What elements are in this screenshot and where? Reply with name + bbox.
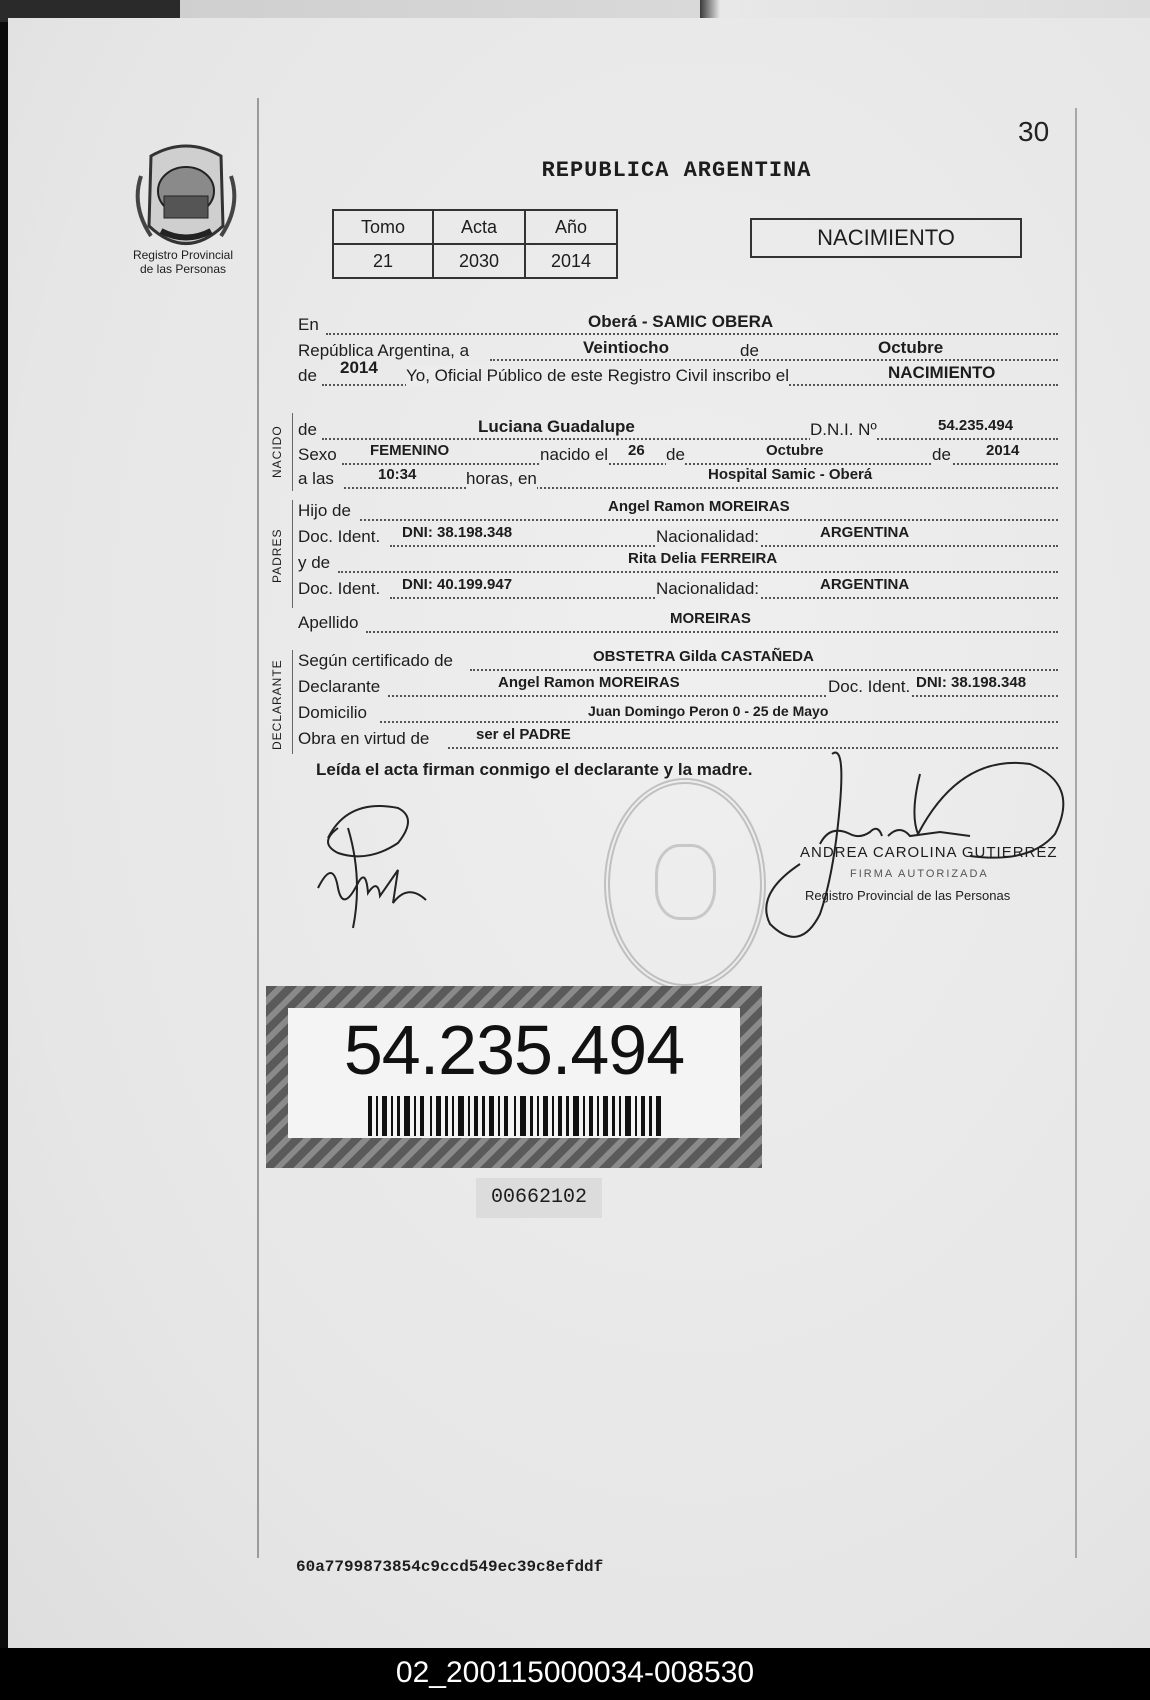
barcode-label-inner — [288, 1008, 740, 1138]
section-divider-nacido — [292, 413, 293, 491]
row-declarante — [298, 674, 1058, 698]
document-hash: 60a7799873854c9ccd549ec39c8efddf — [296, 1558, 604, 1576]
birth-certificate-page — [8, 18, 1150, 1648]
row-sexo — [298, 442, 1058, 466]
value-certificado: OBSTETRA Gilda CASTAÑEDA — [593, 648, 814, 665]
province-seal-icon — [131, 136, 241, 266]
label-horas-en: horas, en — [466, 469, 537, 488]
acta-value-tomo: 21 — [333, 244, 433, 278]
label-nacionalidad-padre: Nacionalidad: — [656, 527, 760, 546]
row-madre — [298, 550, 1058, 574]
value-domicilio: Juan Domingo Peron 0 - 25 de Mayo — [588, 703, 829, 719]
label-de-anio: de — [298, 366, 317, 385]
dotted-line — [338, 571, 1058, 573]
value-madre-doc: DNI: 40.199.947 — [402, 576, 513, 593]
label-doc-ident-declarante: Doc. Ident. — [828, 677, 911, 696]
label-apellido: Apellido — [298, 613, 359, 632]
row-domicilio — [298, 700, 1058, 724]
value-madre-nombre: Rita Delia FERREIRA — [628, 550, 778, 567]
official-seal-emblem — [655, 844, 716, 920]
acta-table — [332, 209, 618, 279]
label-doc-ident-madre: Doc. Ident. — [298, 579, 381, 598]
side-label-declarante: DECLARANTE — [270, 659, 284, 750]
label-domicilio: Domicilio — [298, 703, 367, 722]
value-en-virtud: ser el PADRE — [476, 726, 571, 743]
label-de-anio-nacimiento: de — [932, 445, 951, 464]
dotted-line — [366, 631, 1058, 633]
value-tipo: NACIMIENTO — [888, 363, 996, 382]
label-hijo-de: Hijo de — [298, 501, 351, 520]
value-madre-nacionalidad: ARGENTINA — [820, 576, 910, 593]
label-republica-a: República Argentina, a — [298, 341, 470, 360]
row-nombre — [298, 417, 1058, 441]
label-dni: D.N.I. Nº — [810, 420, 877, 439]
label-y-de: y de — [298, 553, 331, 572]
country-title: REPUBLICA ARGENTINA — [541, 158, 812, 183]
dotted-line — [380, 721, 1058, 723]
dotted-line — [326, 333, 1058, 335]
acta-value-acta: 2030 — [433, 244, 525, 278]
row-certificado — [298, 648, 1058, 672]
page-number: 30 — [1018, 116, 1050, 147]
label-nacido-el: nacido el — [540, 445, 609, 464]
label-a-las: a las — [298, 469, 334, 488]
row-inscribo — [298, 358, 1058, 387]
label-segun-certificado: Según certificado de — [298, 651, 453, 670]
section-divider-padres — [292, 500, 293, 608]
value-padre-nombre: Angel Ramon MOREIRAS — [608, 498, 790, 515]
label-yo-oficial: Yo, Oficial Público de este Registro Civil inscribo el — [406, 366, 789, 385]
label-doc-ident-padre: Doc. Ident. — [298, 527, 381, 546]
value-anio-nacimiento: 2014 — [986, 442, 1020, 459]
section-divider-declarante — [292, 650, 293, 754]
side-label-nacido: NACIDO — [270, 425, 284, 478]
row-hora — [298, 466, 1058, 490]
acta-value-anio: 2014 — [525, 244, 617, 278]
value-dia-nacimiento: 26 — [628, 442, 645, 459]
value-anio-inscripcion: 2014 — [340, 358, 378, 377]
dotted-line — [470, 669, 1058, 671]
scan-file-id: 02_200115000034-008530 — [0, 1648, 1150, 1700]
row-fecha-inscripcion — [298, 338, 1058, 362]
registry-caption-line-1: Registro Provincial — [132, 248, 234, 262]
dotted-line — [344, 487, 1058, 489]
acta-header-tomo: Tomo — [333, 210, 433, 244]
value-dia-inscripcion: Veintiocho — [583, 338, 669, 357]
side-label-padres: PADRES — [270, 528, 284, 583]
label-de: de — [740, 341, 759, 360]
value-padre-nacionalidad: ARGENTINA — [820, 524, 910, 541]
registry-caption — [108, 248, 258, 276]
dotted-line — [322, 438, 1058, 440]
registry-caption-line-2: de las Personas — [139, 262, 227, 276]
value-mes-inscripcion: Octubre — [878, 338, 944, 357]
registrar-office: Registro Provincial de las Personas — [805, 888, 1011, 903]
label-obra-en-virtud: Obra en virtud de — [298, 729, 430, 748]
label-declarante: Declarante — [298, 677, 381, 696]
dni-barcode-label — [266, 986, 762, 1168]
value-nombre: Luciana Guadalupe — [478, 417, 635, 436]
label-de-nombre: de — [298, 420, 317, 439]
value-declarante-doc: DNI: 38.198.348 — [916, 674, 1027, 691]
row-madre-doc — [298, 576, 1058, 600]
serial-number: 00662102 — [476, 1178, 602, 1218]
acta-header-anio: Año — [525, 210, 617, 244]
row-padre-doc — [298, 524, 1058, 548]
value-sexo: FEMENINO — [370, 442, 450, 459]
value-hora: 10:34 — [378, 466, 417, 483]
dotted-line — [490, 359, 1058, 361]
value-lugar-nacimiento: Hospital Samic - Oberá — [708, 466, 873, 483]
label-nacionalidad-madre: Nacionalidad: — [656, 579, 760, 598]
registrar-name: ANDREA CAROLINA GUTIERREZ — [800, 844, 1058, 861]
official-seal — [604, 778, 766, 990]
declarant-signature — [308, 788, 458, 938]
value-lugar: Oberá - SAMIC OBERA — [588, 312, 774, 331]
record-type-box: NACIMIENTO — [750, 218, 1022, 258]
label-de-mes: de — [666, 445, 685, 464]
row-lugar — [298, 312, 1058, 336]
value-declarante-nombre: Angel Ramon MOREIRAS — [498, 674, 680, 691]
label-sexo: Sexo — [298, 445, 337, 464]
label-en: En — [298, 315, 319, 334]
acta-header-acta: Acta — [433, 210, 525, 244]
closing-statement: Leída el acta firman conmigo el declarante y la madre. — [316, 760, 753, 779]
row-padre — [298, 498, 1058, 522]
registrar-role: FIRMA AUTORIZADA — [850, 868, 989, 880]
left-margin-rule — [257, 98, 259, 1558]
barcode-icon — [368, 1096, 662, 1136]
value-mes-nacimiento: Octubre — [766, 442, 824, 459]
dotted-line — [388, 695, 1058, 697]
value-padre-doc: DNI: 38.198.348 — [402, 524, 513, 541]
value-apellido: MOREIRAS — [670, 610, 751, 627]
row-apellido — [298, 610, 1058, 634]
barcode-number: 54.235.494 — [343, 1011, 685, 1089]
dotted-line — [360, 519, 1058, 521]
value-dni: 54.235.494 — [938, 417, 1014, 434]
